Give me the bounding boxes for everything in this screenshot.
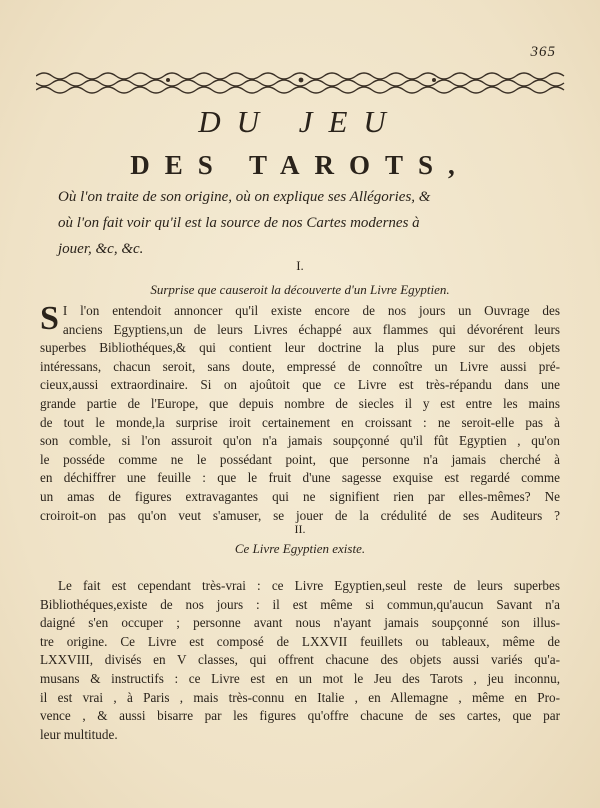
text-line: un amas de figures extravagantes qui ne signifient rien par elles-mêmes? Ne — [40, 488, 560, 504]
text-line: Bibliothéques,existe de nos jours : il est même si commun,qu'aucun Savant n'a — [40, 596, 560, 612]
text-line: vence , & aussi bisarre par les figures qu'offre chacune de ses cartes, que par — [40, 708, 560, 724]
text-line: tre origine. Ce Livre est composé de LXXVII feuillets ou tableaux, même de — [40, 633, 560, 649]
text-line: I l'on entendoit annoncer qu'il existe encore de nos jours un Ouvrage des — [62, 303, 560, 318]
title-main: DU JEU — [198, 104, 402, 139]
title-sub: DES TAROTS, — [130, 150, 470, 180]
section-body — [40, 577, 560, 744]
text-line: anciens Egyptiens,un de leurs Livres échappé aux flammes qui dévorérent leurs — [62, 321, 560, 337]
text-line: cieux,aussi extraordinaire. Si on ajoûtoit que ce Livre est très-répandu dans une — [40, 377, 560, 393]
page-number: 365 — [530, 44, 556, 60]
subtitle — [58, 184, 558, 262]
text-line: grande partie de l'Europe, que depuis nombre de siecles il y est entre les mains — [40, 395, 560, 411]
section-number: II. — [294, 522, 306, 536]
subtitle-line: Où l'on traite de son origine, où on explique ses Allégories, & — [58, 189, 431, 205]
text-line: croiroit-on pas qu'on veut s'amuser, se jouer de la crédulité de ses Auditeurs ? — [40, 507, 560, 523]
text-line: en déchiffrer une feuille : que le fruit d'une sagesse exquise est regardé comme — [40, 470, 560, 486]
text-line: daigné s'en occuper ; personne avant nous n'ayant jamais soupçonné son illus- — [40, 615, 560, 631]
drop-cap: S — [40, 300, 59, 337]
text-line: superbes Bibliothéques,& qui contient leur doctrine la plus pure sur des objets — [40, 340, 560, 356]
section-heading: Surprise que causeroit la découverte d'un Livre Egyptien. — [150, 282, 450, 297]
subtitle-line: où l'on fait voir qu'il est la source de nos Cartes modernes à — [58, 215, 420, 231]
text-line: musans & instructifs : ce Livre est en un mot le Jeu des Tarots , jeu inconnu, — [40, 670, 560, 686]
text-line: de tout le monde,la surprise iroit certainement en croissant : ne seroit-elle pas à — [40, 414, 560, 430]
text-line: intéressans, chacun seroit, sans doute, empressé de connoître un Livre aussi pré- — [40, 358, 560, 374]
decorative-ornament-band — [36, 70, 566, 96]
text-line: Le fait est cependant très-vrai : ce Livre Egyptien,seul reste de leurs superbes — [58, 578, 560, 593]
section-number: I. — [296, 258, 304, 273]
text-line: le posséde comme ne le possédant point, que personne n'a jamais cherché à — [40, 451, 560, 467]
section-body — [40, 302, 560, 525]
text-line: leur multitude. — [40, 726, 118, 742]
text-line: il est vrai , à Paris , mais très-connu en Italie , en Allemagne , même en Pro- — [40, 689, 560, 705]
text-line: son comble, si l'on assuroit qu'on n'a jamais soupçonné qu'il fût Egyptien , qu'on — [40, 433, 560, 449]
text-line: LXXVIII, divisés en V classes, qui offrent chacune des objets aussi variés qu'a- — [40, 652, 560, 668]
subtitle-line: jouer, &c, &c. — [58, 241, 144, 257]
section-heading: Ce Livre Egyptien existe. — [234, 541, 366, 556]
